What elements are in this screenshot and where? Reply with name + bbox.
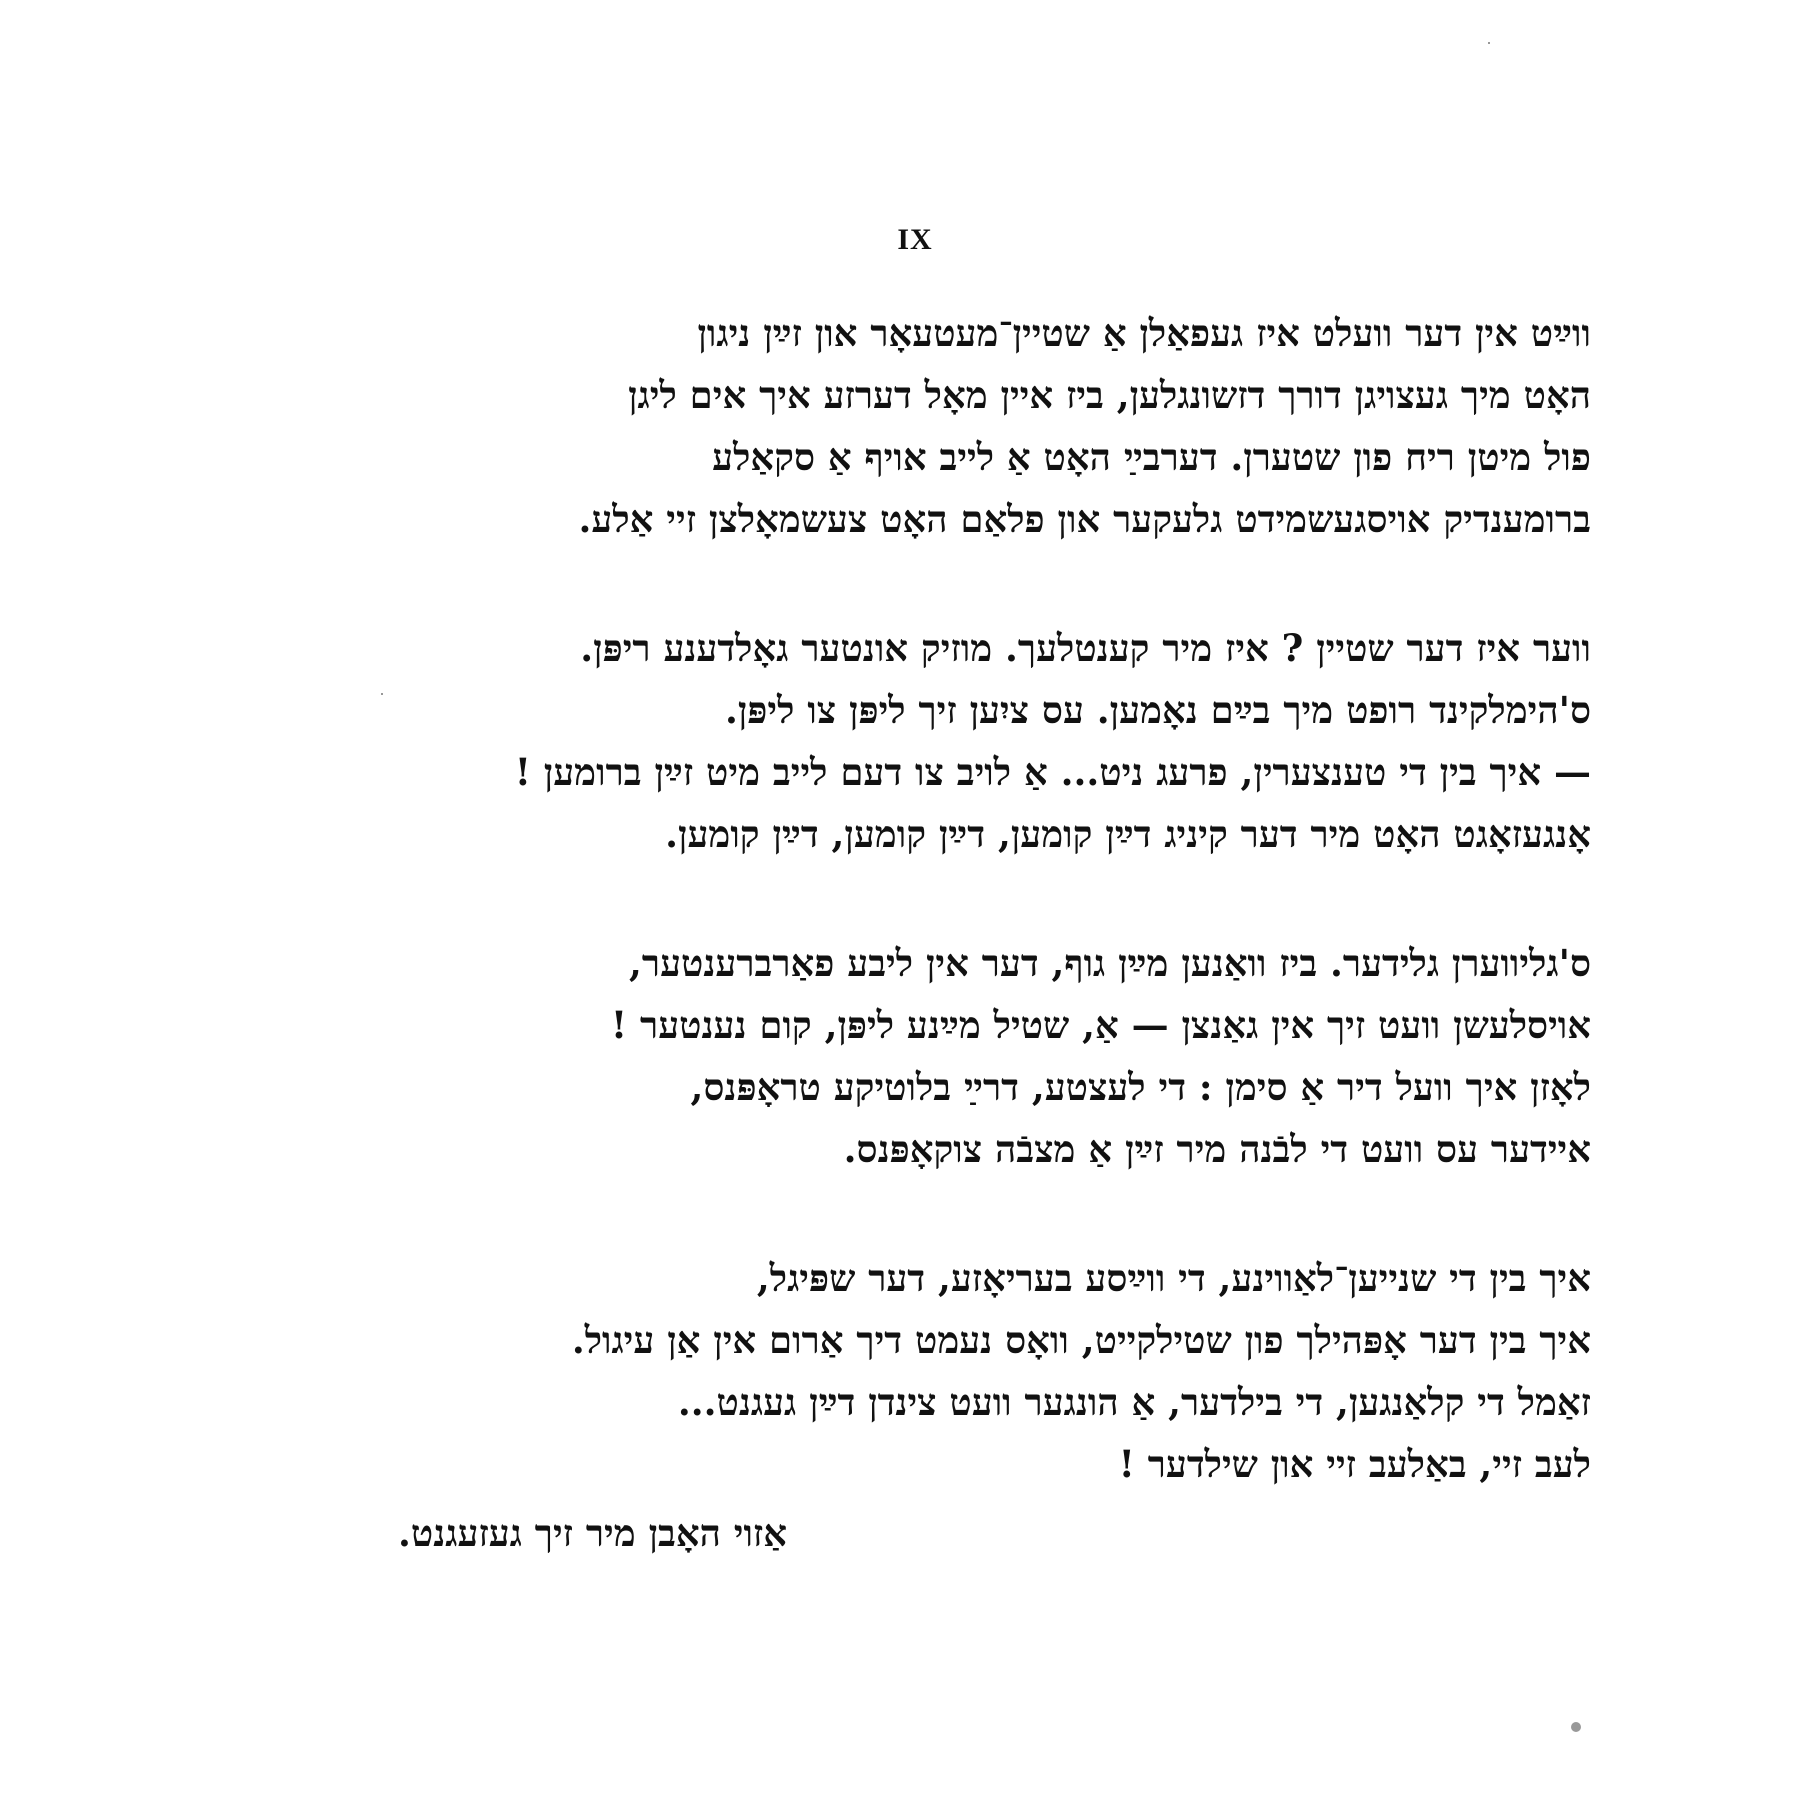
verse-line: ווער איז דער שטיין ? איז מיר קענטלעך. מוזיק אונטער גאָלדענע ריפּן. (580, 626, 1591, 670)
verse-line: ווײַט אין דער וועלט איז געפאַלן אַ שטיין־מעטעאָר און זײַן ניגון (697, 311, 1591, 355)
verse-line: ס'גליווערן גלידער. ביז וואַנען מײַן גוף, דער אין ליבע פאַרברענטער, (629, 941, 1591, 985)
verse-line: איידער עס וועט די לבֿנה מיר זײַן אַ מצבֿה צוקאָפּנס. (843, 1127, 1591, 1171)
stanza-3 (291, 932, 1591, 1180)
verse-line: לאָזן איך וועל דיר אַ סימן : די לעצטע, דרײַ בלוטיקע טראָפּנס, (690, 1065, 1591, 1109)
verse-line: זאַמל די קלאַנגען, די בילדער, אַ הונגער וועט צינדן דײַן געגנט... (677, 1380, 1591, 1424)
verse-line: ברומענדיק אויסגעשמידט גלעקער און פלאַם האָט צעשמאָלצן זיי אַלע. (578, 497, 1591, 541)
poem-number-heading: IX (897, 223, 933, 256)
paper-speck (1488, 42, 1490, 44)
verse-line: ס'הימלקינד רופט מיך בײַם נאָמען. עס ציִען זיך ליפּן צו ליפּן. (724, 688, 1591, 732)
stanza-2 (291, 617, 1591, 865)
stanza-4 (291, 1247, 1591, 1495)
verse-line: איך בין די שנייען־לאַווינע, די ווײַסע בעריאָזע, דער שפּיגל, (756, 1256, 1591, 1300)
paper-speck (381, 693, 383, 695)
verse-line: אָנגעזאָגט האָט מיר דער קיניג דײַן קומען, דײַן קומען, דײַן קומען. (665, 812, 1591, 856)
paper-speck (1571, 1722, 1581, 1732)
closing-line: אַזוי האָבן מיר זיך געזעגנט. (398, 1511, 787, 1555)
verse-line: אויסלעשן וועט זיך אין גאַנצן — אַ, שטיל מײַנע ליפּן, קום נענטער ! (610, 1003, 1591, 1047)
stanza-1 (291, 302, 1591, 550)
verse-line: לעב זיי, באַלעב זיי און שילדער ! (1118, 1442, 1591, 1486)
verse-line: האָט מיך געצויגן דורך דזשונגלען, ביז איין מאָל דערזע איך אים ליגן (628, 373, 1591, 417)
verse-line: — איך בין די טענצערין, פרעג ניט... אַ לויב צו דעם לייב מיט זײַן ברומען ! (514, 750, 1591, 794)
verse-line: פול מיטן ריח פון שטערן. דערבײַ האָט אַ לייב אויף אַ סקאַלע (712, 435, 1591, 479)
verse-line: איך בין דער אָפּהילך פון שטילקייט, וואָס נעמט דיך אַרום אין אַן עיגול. (571, 1318, 1591, 1362)
